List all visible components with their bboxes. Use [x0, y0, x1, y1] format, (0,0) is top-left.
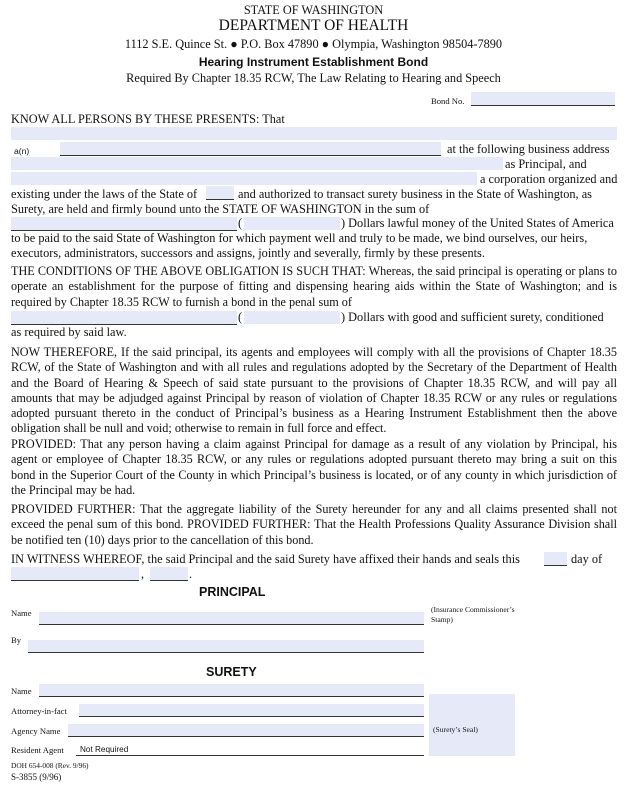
- bond-no-field[interactable]: [471, 92, 615, 106]
- attorney-in-fact-label: Attorney-in-fact: [11, 706, 67, 716]
- in-witness-text: IN WITNESS WHEREOF, the said Principal and the said Surety have affixed their hands and seals this: [11, 552, 520, 566]
- an-label: a(n): [14, 146, 30, 156]
- now-therefore-paragraph: NOW THEREFORE, If the said principal, its agents and employees will comply with all the provisions of Chapter 18.35 RCW, of the State of Washington and with all rules and regulations adopted by the Secretary of the Department of Health and the Board of Hearing & Speech of said state pursuant to the provisions of Chapter 18.35 RCW, and will pay all amounts that may be adjudged against Principal by reason of violation of Chapter 18.35 RCW or any rules or regulations adopted pursuant thereto in the conduct of Principal’s business as a Hearing Instrument Establishment then the above obligation shall be null and void; otherwise to remain in full force and effect.: [11, 345, 617, 436]
- surety-heading: SURETY: [206, 665, 257, 679]
- resident-agent-value: Not Required: [80, 745, 129, 754]
- s-number: S-3855 (9/96): [11, 772, 62, 782]
- principal-name-field[interactable]: [11, 127, 617, 140]
- attorney-in-fact-field[interactable]: [79, 704, 424, 717]
- as-required-text: as required by said law.: [11, 325, 127, 339]
- witness-month-field[interactable]: [11, 567, 139, 581]
- principal-sign-name-field[interactable]: [39, 612, 424, 625]
- stamp-label-line-2: Stamp): [431, 615, 453, 624]
- sum-amount-field[interactable]: [244, 217, 340, 230]
- principal-by-label: By: [11, 635, 22, 645]
- provided-paragraph: PROVIDED: That any person having a claim against Principal for damage as a result of any violation by Principal, his agent or employee of Chapter 18.35 RCW, or any rules or regulations adopted pursuant thereto may bring a suit on this bond in the Superior Court of the County in which Principal’s business is located, or of any county in which jurisdiction of the Principal may be had.: [11, 437, 617, 497]
- as-principal-text: as Principal, and: [505, 157, 587, 171]
- to-be-paid-text: to be paid to the said State of Washington for which payment well and truly to be made, we bind ourselves, our heirs,: [11, 231, 588, 245]
- form-title: Hearing Instrument Establishment Bond: [198, 55, 429, 69]
- stamp-label-line-1: (Insurance Commissioner’s: [431, 605, 515, 614]
- surety-name-field[interactable]: [39, 684, 424, 697]
- surety-held-text: Surety, are held and firmly bound unto the STATE OF WASHINGTON in the sum of: [11, 202, 430, 216]
- principal-name-label: Name: [11, 608, 32, 618]
- principal-heading: PRINCIPAL: [199, 585, 266, 599]
- department-heading: DEPARTMENT OF HEALTH: [218, 17, 409, 34]
- know-all-text: KNOW ALL PERSONS BY THESE PRESENTS: That: [11, 112, 285, 126]
- form-number: DOH 654-008 (Rev. 9/96): [11, 761, 89, 770]
- corporation-text: a corporation organized and: [480, 172, 618, 186]
- comma-text: ,: [141, 567, 145, 581]
- conditions-paragraph: THE CONDITIONS OF THE ABOVE OBLIGATION IS SUCH THAT: Whereas, the said principal is operating or plans to operate an establishment for the purpose of fitting and dispensing hearing aids within the State of Washington; and is required by Chapter 18.35 RCW to furnish a bond in the penal sum of: [11, 264, 617, 309]
- sum-in-words-field[interactable]: [11, 217, 237, 231]
- witness-day-field[interactable]: [544, 552, 567, 566]
- surety-company-field[interactable]: [11, 172, 477, 185]
- stamp-label: [431, 605, 515, 625]
- form-subtitle: Required By Chapter 18.35 RCW, The Law Relating to Hearing and Speech: [126, 71, 501, 85]
- open-paren-1: (: [238, 216, 243, 230]
- resident-agent-label: Resident Agent: [11, 745, 64, 755]
- open-paren-2: (: [238, 310, 243, 324]
- state-of-incorporation-field[interactable]: [206, 186, 234, 200]
- existing-laws-text: existing under the laws of the State of: [11, 187, 198, 201]
- authorized-text: and authorized to transact surety business in the State of Washington, as: [238, 187, 592, 201]
- surety-name-label: Name: [11, 686, 32, 696]
- provided-further-paragraph: PROVIDED FURTHER: That the aggregate liability of the Surety hereunder for any and all claims presented shall not exceed the penal sum of this bond. PROVIDED FURTHER: That the Health Professions Quality Assurance Division shall be notified ten (10) days prior to the cancellation of this bond.: [11, 502, 617, 547]
- business-type-field[interactable]: [60, 142, 441, 156]
- dollars-lawful-text: ) Dollars lawful money of the United States of America: [341, 216, 614, 230]
- penal-sum-amount-field[interactable]: [244, 311, 340, 324]
- resident-agent-field: [76, 743, 424, 756]
- principal-by-field[interactable]: [28, 640, 424, 653]
- penal-sum-words-field[interactable]: [11, 311, 237, 325]
- agency-name-field[interactable]: [68, 724, 424, 737]
- witness-year-field[interactable]: [150, 567, 188, 581]
- bond-no-label: Bond No.: [431, 96, 465, 106]
- surety-seal-label: (Surety’s Seal): [433, 725, 478, 734]
- agency-name-label: Agency Name: [11, 726, 61, 736]
- executors-text: executors, administrators, successors and assigns, jointly and severally, firmly by these presents.: [11, 246, 485, 260]
- day-of-text: day of: [571, 552, 603, 566]
- business-address-text: at the following business address: [447, 142, 610, 156]
- department-address: 1112 S.E. Quince St. ● P.O. Box 47890 ● Olympia, Washington 98504-7890: [124, 37, 503, 51]
- state-heading: STATE OF WASHINGTON: [243, 3, 384, 17]
- business-address-field[interactable]: [11, 157, 503, 170]
- period-text: .: [189, 567, 193, 581]
- dollars-sufficient-text: ) Dollars with good and sufficient surety, conditioned: [341, 310, 604, 324]
